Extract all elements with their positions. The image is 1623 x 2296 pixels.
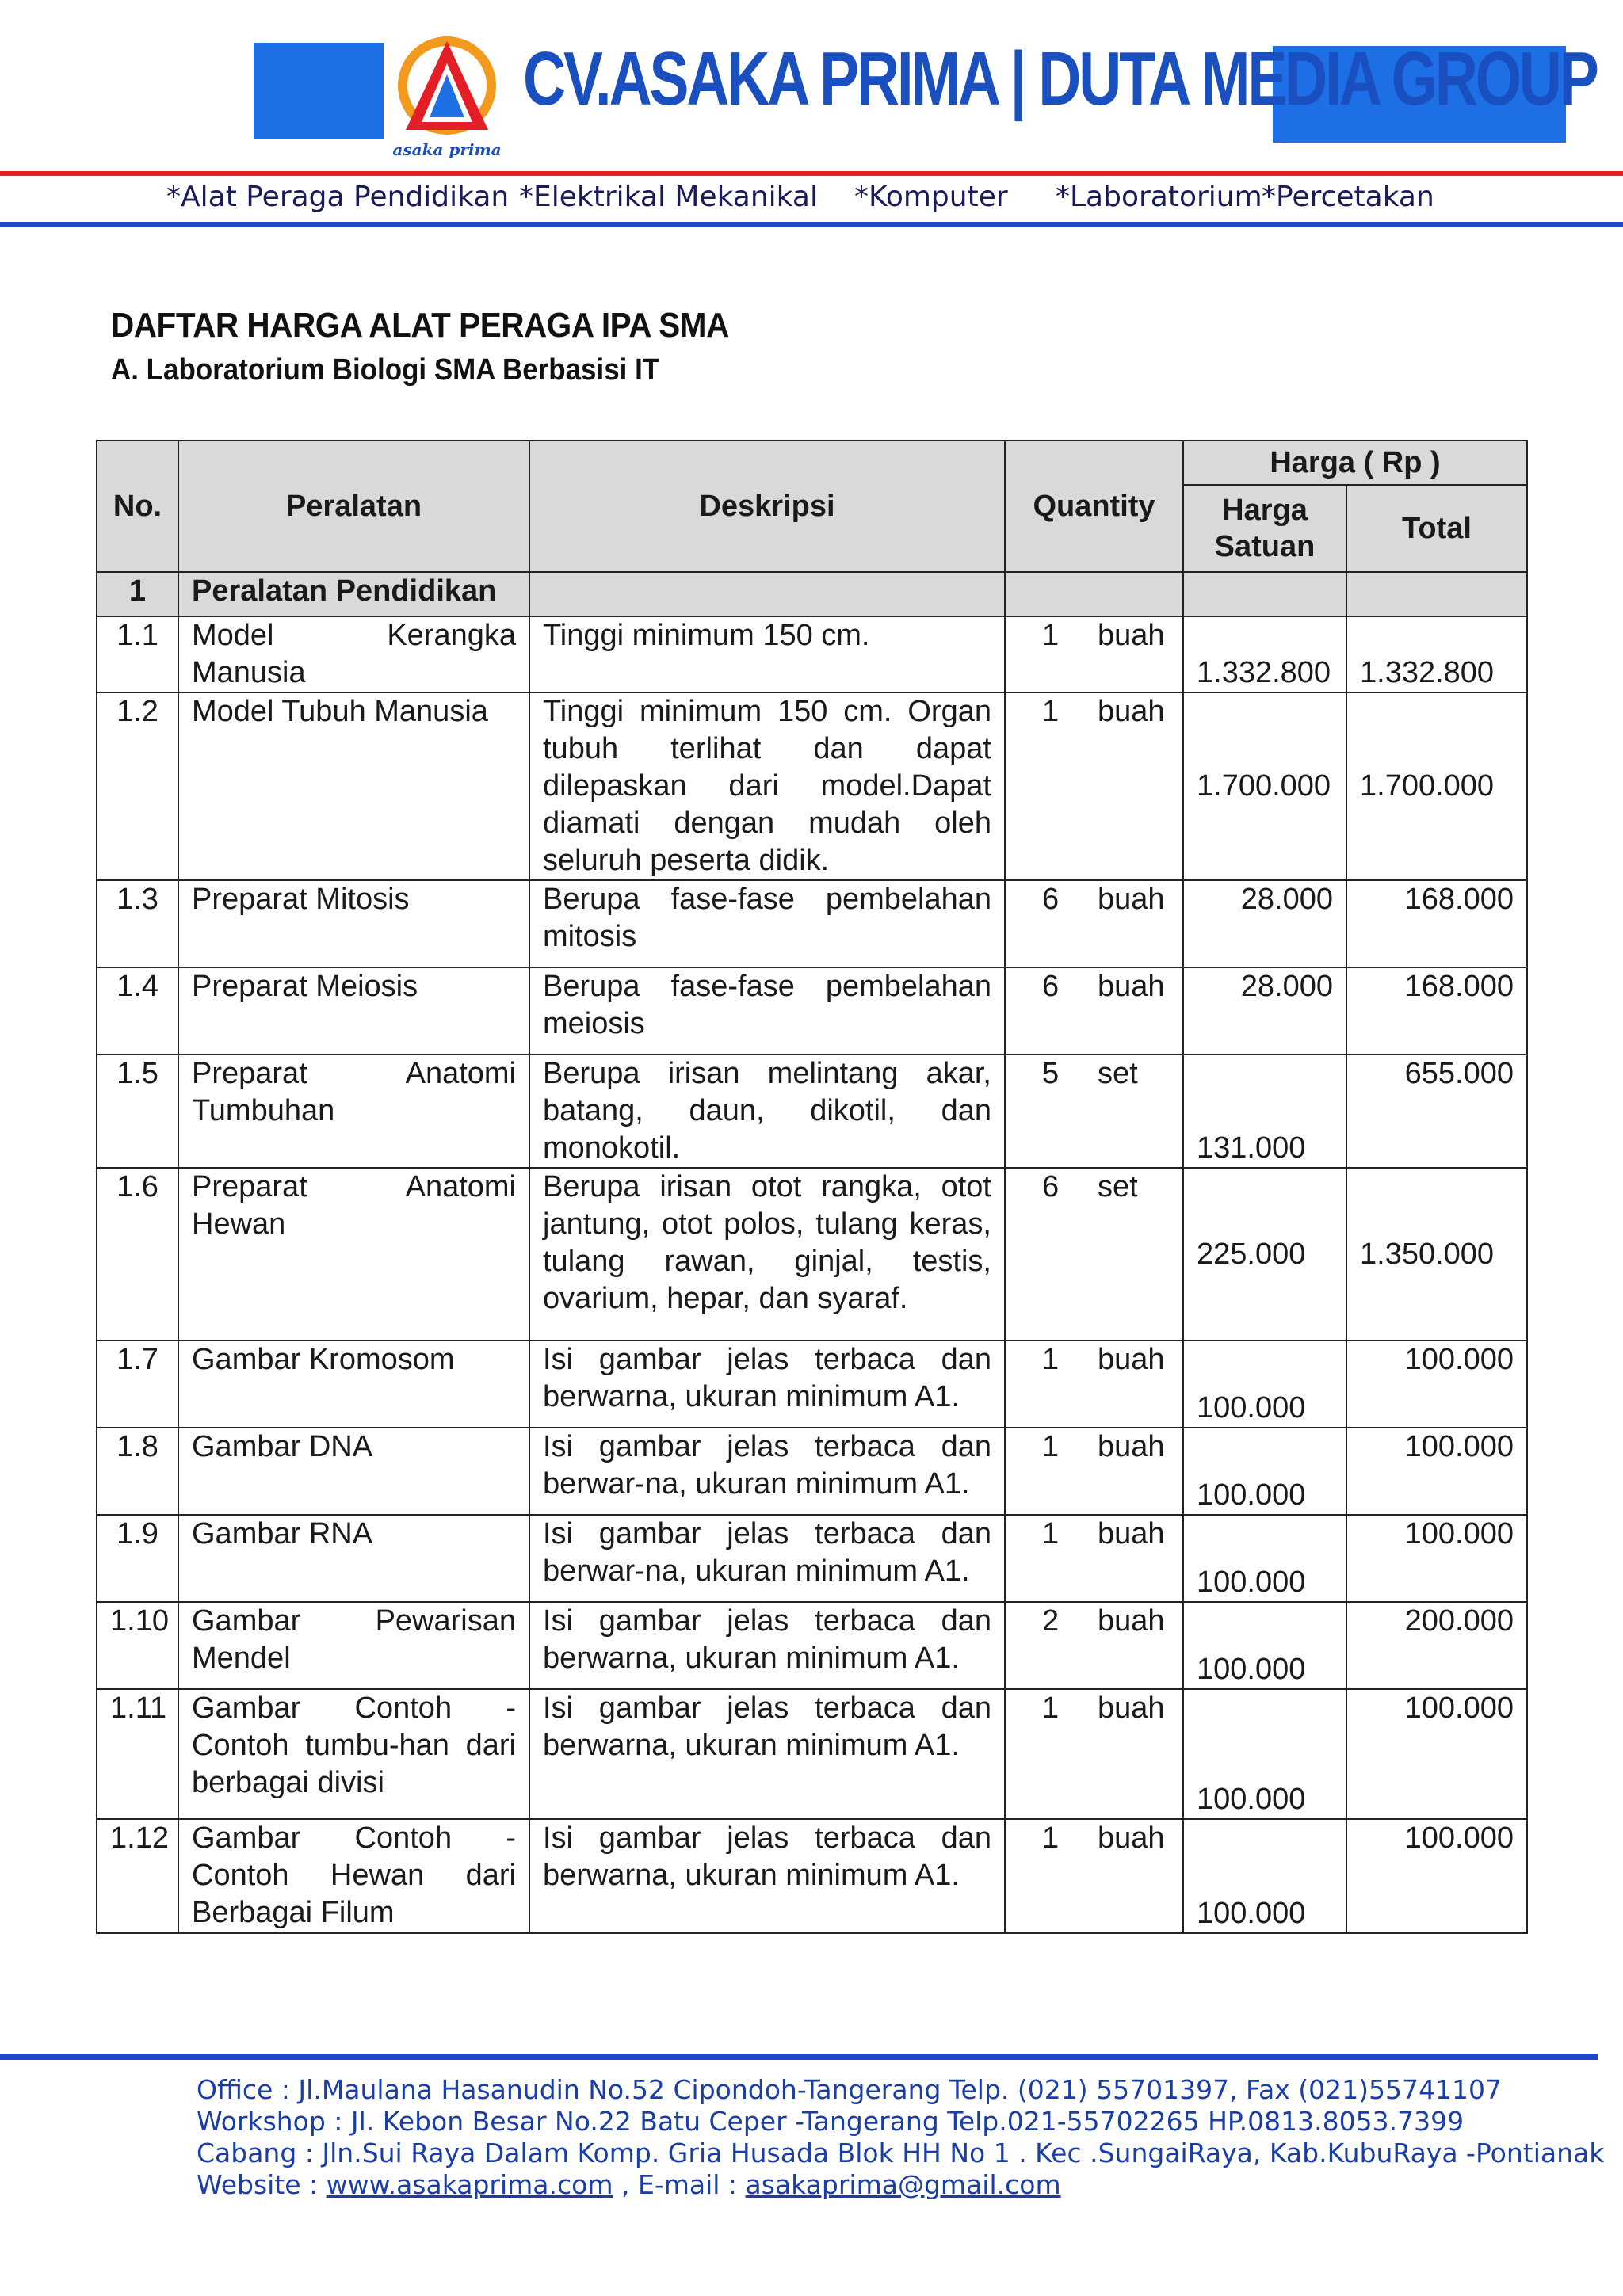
table-row [97,1055,1527,1168]
row-item: Preparat Anatomi Tumbuhan [178,1055,529,1168]
document-title: DAFTAR HARGA ALAT PERAGA IPA SMA [111,306,729,345]
row-no: 1.6 [97,1168,178,1341]
row-description: Isi gambar jelas terbaca dan berwar-na, ukuran minimum A1. [529,1428,1005,1515]
header-red-divider [0,171,1623,176]
email-link[interactable]: asakaprima@gmail.com [745,2169,1061,2200]
row-no: 1.8 [97,1428,178,1515]
footer-branch: Cabang : Jln.Sui Raya Dalam Komp. Gria Husada Blok HH No 1 . Kec .SungaiRaya, Kab.KubuRaya -Pontianak [197,2138,1605,2168]
row-description: Isi gambar jelas terbaca dan berwarna, ukuran minimum A1. [529,1819,1005,1933]
row-item: Gambar RNA [178,1515,529,1602]
row-total: 1.350.000 [1346,1168,1527,1341]
row-quantity [1005,1168,1183,1341]
table-row [97,967,1527,1055]
row-no: 1.5 [97,1055,178,1168]
row-item: Gambar Pewarisan Mendel [178,1602,529,1689]
row-item: Preparat Meiosis [178,967,529,1055]
table-row [97,692,1527,880]
row-unit-price: 100.000 [1183,1341,1346,1428]
row-unit-price: 100.000 [1183,1428,1346,1515]
category-row [97,572,1527,616]
row-item: Preparat Mitosis [178,880,529,967]
row-description: Berupa fase-fase pembelahan mitosis [529,880,1005,967]
row-quantity [1005,1602,1183,1689]
row-description: Tinggi minimum 150 cm. [529,616,1005,692]
email-label: , E-mail : [613,2169,746,2200]
row-unit-price: 100.000 [1183,1515,1346,1602]
row-total: 1.332.800 [1346,616,1527,692]
row-total: 100.000 [1346,1341,1527,1428]
table-row [97,1168,1527,1341]
row-unit-price: 100.000 [1183,1819,1346,1933]
row-description: Isi gambar jelas terbaca dan berwar-na, ukuran minimum A1. [529,1515,1005,1602]
quantity-number: 1 [1042,1821,1060,1855]
website-link[interactable]: www.asakaprima.com [326,2169,613,2200]
quantity-unit: buah [1098,1517,1165,1550]
header-total: Total [1346,485,1527,572]
category-name: Peralatan Pendidikan [178,572,529,616]
quantity-unit: set [1098,1057,1138,1090]
row-quantity [1005,1689,1183,1819]
service-elektrikal: *Elektrikal Mekanikal [519,181,818,213]
header-item: Peralatan [178,441,529,572]
website-label: Website : [197,2169,327,2200]
quantity-number: 6 [1042,1170,1060,1203]
row-description: Tinggi minimum 150 cm. Organ tubuh terlihat dan dapat dilepaskan dari model.Dapat diamati dengan mudah oleh seluruh peserta didik. [529,692,1005,880]
quantity-number: 1 [1042,695,1060,728]
row-item: Model Kerangka Manusia [178,616,529,692]
row-quantity [1005,692,1183,880]
price-list-table [96,440,1528,1934]
category-empty-cell [1183,572,1346,616]
quantity-unit: buah [1098,1343,1165,1376]
row-description: Berupa irisan otot rangka, otot jantung, otot polos, tulang keras, tulang rawan, ginjal, testis, ovarium, hepar, dan syaraf. [529,1168,1005,1341]
row-item: Gambar Kromosom [178,1341,529,1428]
row-description: Isi gambar jelas terbaca dan berwarna, ukuran minimum A1. [529,1602,1005,1689]
company-name: CV.ASAKA PRIMA | DUTA MEDIA GROUP [523,36,1597,121]
footer-divider [0,2054,1598,2060]
row-item: Gambar Contoh - Contoh Hewan dari Berbagai Filum [178,1819,529,1933]
quantity-number: 6 [1042,883,1060,916]
service-percetakan: *Percetakan [1262,181,1434,213]
row-unit-price: 225.000 [1183,1168,1346,1341]
row-description: Berupa fase-fase pembelahan meiosis [529,967,1005,1055]
table-row [97,1515,1527,1602]
header-no: No. [97,441,178,572]
row-total: 1.700.000 [1346,692,1527,880]
row-quantity [1005,1819,1183,1933]
row-unit-price: 1.700.000 [1183,692,1346,880]
service-alat-peraga: *Alat Peraga Pendidikan [166,181,510,213]
row-total: 200.000 [1346,1602,1527,1689]
row-description: Isi gambar jelas terbaca dan berwarna, ukuran minimum A1. [529,1689,1005,1819]
row-total: 100.000 [1346,1819,1527,1933]
row-no: 1.7 [97,1341,178,1428]
row-quantity [1005,1428,1183,1515]
table-row [97,1428,1527,1515]
table-row [97,1819,1527,1933]
row-unit-price: 28.000 [1183,967,1346,1055]
row-unit-price: 100.000 [1183,1602,1346,1689]
row-total: 168.000 [1346,967,1527,1055]
row-item: Gambar DNA [178,1428,529,1515]
table-row [97,616,1527,692]
row-no: 1.12 [97,1819,178,1933]
row-no: 1.2 [97,692,178,880]
row-unit-price: 28.000 [1183,880,1346,967]
quantity-unit: buah [1098,1430,1165,1463]
row-no: 1.3 [97,880,178,967]
row-no: 1.10 [97,1602,178,1689]
logo-caption: asaka prima [392,140,502,159]
row-unit-price: 1.332.800 [1183,616,1346,692]
quantity-number: 5 [1042,1057,1060,1090]
header-description: Deskripsi [529,441,1005,572]
row-unit-price: 100.000 [1183,1689,1346,1819]
row-item: Model Tubuh Manusia [178,692,529,880]
row-quantity [1005,1515,1183,1602]
row-no: 1.9 [97,1515,178,1602]
row-unit-price: 131.000 [1183,1055,1346,1168]
document-subtitle: A. Laboratorium Biologi SMA Berbasisi IT [111,353,660,387]
footer-workshop: Workshop : Jl. Kebon Besar No.22 Batu Ceper -Tangerang Telp.021-55702265 HP.0813.8053.7399 [197,2106,1465,2137]
row-quantity [1005,1055,1183,1168]
row-description: Isi gambar jelas terbaca dan berwarna, ukuran minimum A1. [529,1341,1005,1428]
row-no: 1.11 [97,1689,178,1819]
quantity-number: 1 [1042,1430,1060,1463]
header-blue-block-left [254,43,384,139]
table-row [97,1341,1527,1428]
row-description: Berupa irisan melintang akar, batang, daun, dikotil, dan monokotil. [529,1055,1005,1168]
row-quantity [1005,967,1183,1055]
category-empty-cell [1346,572,1527,616]
footer-office: Office : Jl.Maulana Hasanudin No.52 Cipondoh-Tangerang Telp. (021) 55701397, Fax (021)55741107 [197,2074,1502,2105]
quantity-unit: buah [1098,883,1165,916]
quantity-unit: buah [1098,970,1165,1003]
row-total: 168.000 [1346,880,1527,967]
quantity-unit: buah [1098,1691,1165,1725]
category-no: 1 [97,572,178,616]
header-unit-price: Harga Satuan [1183,485,1346,572]
row-no: 1.4 [97,967,178,1055]
header-quantity: Quantity [1005,441,1183,572]
row-total: 100.000 [1346,1689,1527,1819]
footer-contact [197,2074,1604,2201]
quantity-number: 1 [1042,619,1060,652]
quantity-number: 1 [1042,1691,1060,1725]
table-row [97,880,1527,967]
row-total: 655.000 [1346,1055,1527,1168]
row-no: 1.1 [97,616,178,692]
header-blue-divider [0,222,1623,227]
quantity-unit: set [1098,1170,1138,1203]
quantity-unit: buah [1098,1821,1165,1855]
row-quantity [1005,616,1183,692]
asaka-prima-logo [387,29,507,163]
services-bar [0,181,1623,219]
row-item: Preparat Anatomi Hewan [178,1168,529,1341]
quantity-number: 2 [1042,1604,1060,1638]
quantity-unit: buah [1098,1604,1165,1638]
quantity-number: 1 [1042,1517,1060,1550]
row-total: 100.000 [1346,1515,1527,1602]
service-laboratorium: *Laboratorium [1056,181,1262,213]
service-komputer: *Komputer [854,181,1008,213]
category-empty-cell [529,572,1005,616]
footer-web-row [197,2169,1604,2201]
quantity-number: 1 [1042,1343,1060,1376]
table-row [97,1602,1527,1689]
row-total: 100.000 [1346,1428,1527,1515]
quantity-number: 6 [1042,970,1060,1003]
row-quantity [1005,1341,1183,1428]
table-row [97,1689,1527,1819]
category-empty-cell [1005,572,1183,616]
row-quantity [1005,880,1183,967]
quantity-unit: buah [1098,619,1165,652]
row-item: Gambar Contoh - Contoh tumbu-han dari berbagai divisi [178,1689,529,1819]
header-price-group: Harga ( Rp ) [1183,441,1527,485]
quantity-unit: buah [1098,695,1165,728]
